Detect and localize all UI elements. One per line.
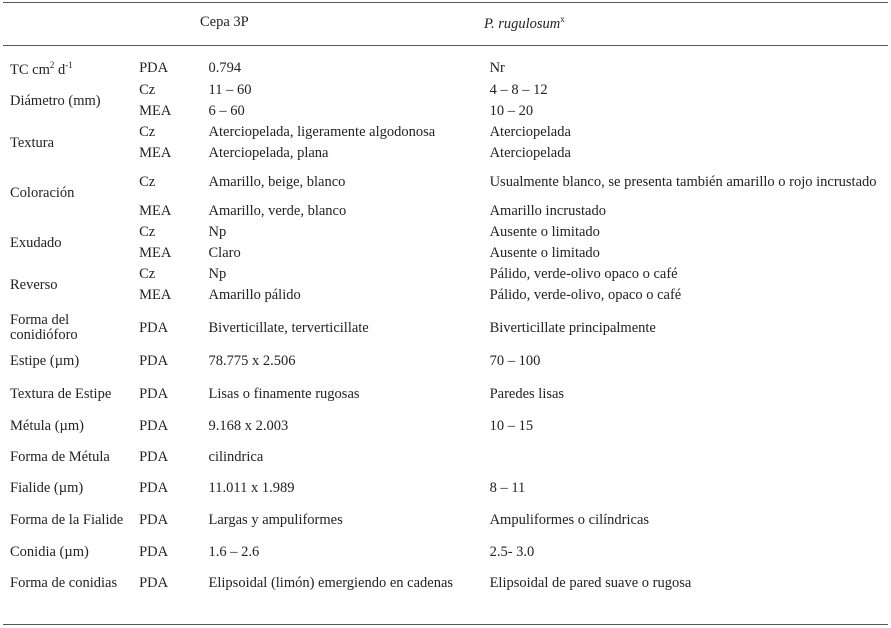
species-cell: 70 – 100 [489,353,541,369]
species-cell: Aterciopelada [489,145,571,161]
medium-cell: PDA [139,480,169,496]
strain-cell: Np [208,224,227,240]
param-cell [0,56,139,80]
table-row [0,541,885,563]
table-row [0,477,885,500]
header-species [484,14,565,33]
param-cell: Reverso [10,276,58,293]
strain-cell: Claro [208,245,241,261]
species-cell: Elipsoidal de pared suave o rugosa [489,574,692,591]
table-row [0,80,885,101]
strain-cell: Largas y ampuliformes [208,512,343,528]
strain-cell: Np [208,266,227,282]
param-cell: Textura de Estipe [10,385,112,402]
param-cell: Conidia (µm) [10,543,89,560]
medium-cell: Cz [139,174,156,190]
top-rule [3,2,888,3]
species-cell: 2.5- 3.0 [489,543,535,560]
species-cell: 10 – 15 [489,417,534,434]
table-row [0,500,885,541]
species-cell [490,437,885,477]
header-species-name: P. rugulosum [484,15,561,32]
table-row [0,164,885,201]
param-sup: 2 [49,60,55,71]
comparison-table [0,56,885,603]
species-cell: Paredes lisas [489,385,565,402]
strain-cell: Aterciopelada, plana [208,145,329,161]
strain-cell: 78.775 x 2.506 [208,353,296,369]
medium-cell: PDA [139,59,169,76]
medium-cell: PDA [139,385,169,402]
medium-cell: PDA [139,319,169,336]
medium-cell: Cz [139,124,156,140]
table-row [0,264,885,285]
param-cell: Métula (µm) [10,417,84,434]
table-row [0,563,885,603]
param-cell: Forma de conidias [10,574,118,591]
medium-cell: Cz [139,266,156,282]
medium-cell: MEA [139,245,172,261]
strain-cell: Biverticillate, terverticillate [208,319,369,336]
strain-cell: 11.011 x 1.989 [208,480,295,496]
medium-cell: MEA [139,203,172,219]
species-cell: 4 – 8 – 12 [489,82,548,98]
param-cell: Textura [10,134,55,151]
strain-cell: Aterciopelada, ligeramente algodonosa [208,124,436,140]
medium-cell: PDA [139,448,169,465]
table-row [0,415,885,437]
table-row [0,350,885,373]
medium-cell: MEA [139,145,172,161]
medium-cell: PDA [139,512,169,528]
param-sup: -1 [65,60,73,71]
strain-cell: Amarillo pálido [208,287,301,303]
species-cell: Pálido, verde-olivo opaco o café [489,266,678,282]
table-row [0,56,885,80]
header-species-sup: x [560,14,565,24]
species-cell: Aterciopelada [489,124,571,140]
param-label: TC cm [10,61,50,78]
table-row [0,437,885,477]
medium-cell: MEA [139,103,172,119]
strain-cell: 1.6 – 2.6 [208,543,260,560]
medium-cell: PDA [139,417,169,434]
medium-cell: Cz [139,82,156,98]
strain-cell: 0.794 [208,59,242,76]
strain-cell: 11 – 60 [208,82,252,98]
species-cell: Amarillo incrustado [489,203,606,219]
param-mid: d [54,61,66,78]
species-cell: Biverticillate principalmente [489,319,656,336]
param-cell: Coloración [10,184,75,201]
species-cell: Ampuliformes o cilíndricas [489,512,650,528]
param-cell: Fialide (µm) [10,480,84,496]
medium-cell: PDA [139,543,169,560]
medium-cell: MEA [139,287,172,303]
species-cell: 10 – 20 [489,103,534,119]
medium-cell: PDA [139,353,169,369]
param-cell: Exudado [10,234,62,251]
species-cell: Pálido, verde-olivo, opaco o café [489,287,682,303]
species-cell: Usualmente blanco, se presenta también amarillo o rojo incrustado [489,174,877,190]
strain-cell: Lisas o finamente rugosas [208,385,360,402]
medium-cell: PDA [139,574,169,591]
table-row [0,373,885,415]
param-cell: Diámetro (mm) [10,92,101,109]
table-row [0,306,885,350]
species-cell: 8 – 11 [489,480,526,496]
strain-cell: Amarillo, beige, blanco [208,174,346,190]
param-cell: Forma de Métula [10,448,110,465]
header-strain: Cepa 3P [200,14,249,30]
strain-cell: Elipsoidal (limón) emergiendo en cadenas [208,574,454,591]
header-rule [3,45,888,46]
medium-cell: Cz [139,224,156,240]
strain-cell: cilindrica [208,448,264,465]
param-cell: Forma del conidióforo [10,312,78,343]
table-row [0,122,885,143]
species-cell: Ausente o limitado [489,245,600,261]
strain-cell: Amarillo, verde, blanco [208,203,347,219]
param-cell: Forma de la Fialide [10,512,124,528]
table-row [0,222,885,243]
bottom-rule [3,624,888,625]
species-cell: Nr [489,59,505,76]
species-cell: Ausente o limitado [489,224,600,240]
param-cell: Estipe (µm) [10,353,80,369]
strain-cell: 9.168 x 2.003 [208,417,289,434]
strain-cell: 6 – 60 [208,103,245,119]
